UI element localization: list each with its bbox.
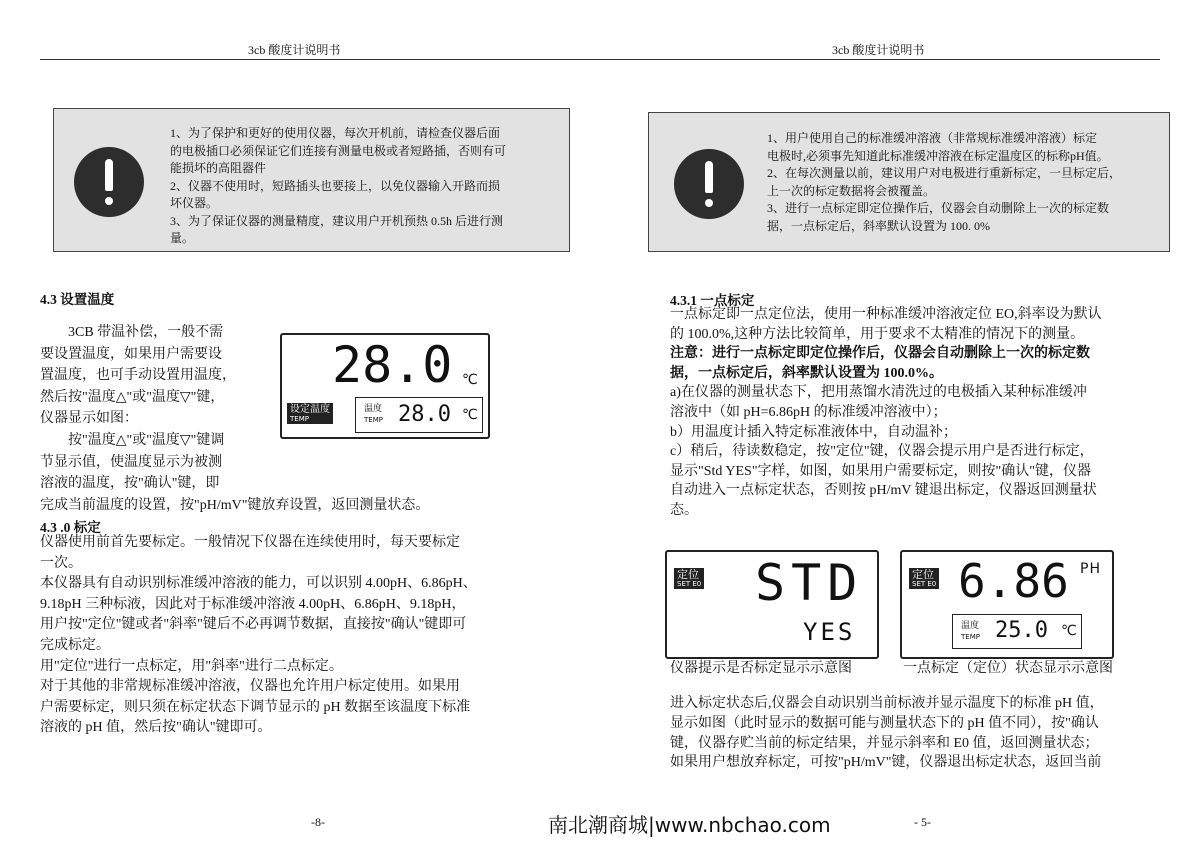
text-line: c）稍后，待读数稳定，按"定位"键，仪器会提示用户是否进行标定， <box>670 444 1094 460</box>
lcd-tag-cn: 定位 <box>677 568 699 581</box>
lcd-tag-en: SET E0 <box>912 580 937 588</box>
text-line: 的电极插口必须保证它们连接有测量电极或者短路插，否则有可 <box>170 143 507 158</box>
lcd-sub-label-en: TEMP <box>961 633 980 641</box>
lcd-unit: PH <box>1080 561 1101 577</box>
text-line: 坏仪器。 <box>170 196 219 210</box>
lcd-tag-en: TEMP <box>290 415 309 423</box>
text-line: 要设置温度，如果用户需要设 <box>40 346 222 362</box>
section-4-3-1-title: 4.3.1 一点标定 <box>670 293 755 308</box>
left-page-number: -8- <box>311 815 325 829</box>
text-line: 据，一点标定后，斜率默认设置为 100. 0% <box>767 218 990 233</box>
left-page-header: 3cb 酸度计说明书 <box>248 43 341 57</box>
text-line: 电极时,必须事先知道此标准缓冲溶液在标定温度区的标称pH值。 <box>767 148 1109 163</box>
text-line: 一次。 <box>40 555 82 571</box>
text-line: 2、在每次测量以前，建议用户对电极进行重新标定，一旦标定后， <box>767 166 1122 180</box>
text-line: 用"定位"进行一点标定，用"斜率"进行二点标定。 <box>40 658 343 674</box>
lcd-main-value: 28.0 <box>332 336 453 394</box>
text-line: 户需要标定，则只须在标定状态下调节显示的 pH 数据至该温度下标准 <box>40 699 471 715</box>
lcd-sub-unit: ℃ <box>462 407 478 423</box>
header-rule <box>40 59 1160 60</box>
section-4-3-title: 4.3 设置温度 <box>40 292 115 307</box>
text-line: 溶液中（如 pH=6.86pH 的标准缓冲溶液中）； <box>670 404 947 420</box>
text-line: 据，一点标定后，斜率默认设置为 100.0%。 <box>670 365 943 381</box>
lcd-main-text: STD <box>755 554 864 612</box>
text-line: 然后按"温度△"或"温度▽"键， <box>40 389 225 405</box>
lcd-sub-value: 25.0 <box>995 618 1048 643</box>
text-line: 显示"Std YES"字样，如图，如果用户需要标定，则按"确认"键，仪器 <box>670 463 1091 479</box>
text-line: 显示如图（此时显示的数据可能与测量状态下的 pH 值不同），按"确认 <box>670 715 1099 731</box>
lcd-tag-cn: 定位 <box>912 568 934 581</box>
exclamation-icon <box>74 147 144 217</box>
section-4-3-1-body <box>670 305 1102 521</box>
caption-std-yes: 仪器提示是否标定显示示意图 <box>670 661 852 676</box>
text-line: 按"温度△"或"温度▽"键调 <box>40 432 225 448</box>
lcd-main-unit: ℃ <box>462 372 478 388</box>
lcd-sub-display <box>952 614 1082 649</box>
text-line: b）用温度计插入特定标准液体中，自动温补； <box>670 424 957 440</box>
lcd-sub-value: 28.0 <box>398 402 451 427</box>
lcd-sub-unit: ℃ <box>1061 623 1077 639</box>
lcd-sub-label-cn: 温度 <box>961 621 980 631</box>
text-line: 如果用户想放弃标定，可按"pH/mV"键，仪器退出标定状态，返回当前 <box>670 755 1102 771</box>
text-line: 2、仪器不使用时，短路插头也要接上，以免仪器输入开路而损 <box>170 178 501 193</box>
text-line: 仪器显示如图： <box>40 411 138 427</box>
lcd-tag <box>674 568 704 589</box>
text-line: 量。 <box>170 231 195 245</box>
text-line: 1、用户使用自己的标准缓冲溶液（非常规标准缓冲溶液）标定 <box>767 131 1098 145</box>
left-warning-text <box>170 125 506 248</box>
right-warning-box <box>648 112 1170 252</box>
text-line: 自动进入一点标定状态，否则按 pH/mV 键退出标定，仪器返回测量状 <box>670 483 1097 499</box>
left-warning-box <box>53 108 570 252</box>
text-line: 完成当前温度的设置，按"pH/mV"键放弃设置，返回测量状态。 <box>40 497 430 513</box>
text-line: 1、为了保护和更好的使用仪器，每次开机前，请检查仪器后面 <box>170 126 501 140</box>
text-line: 仪器使用前首先要标定。一般情况下仪器在连续使用时，每天要标定 <box>40 535 460 550</box>
caption-ph-calibration: 一点标定（定位）状态显示示意图 <box>903 661 1113 676</box>
text-line: 置温度，也可手动设置用温度， <box>40 368 236 384</box>
lcd-tag-en: SET E0 <box>677 580 702 588</box>
text-line: 的 100.0%,这种方法比较简单，用于要求不太精准的情况下的测量。 <box>670 326 1085 342</box>
right-warning-text <box>767 130 1121 235</box>
text-line: a)在仪器的测量状态下，把用蒸馏水清洗过的电极插入某种标准缓冲 <box>670 385 1087 401</box>
lcd-sub-label-cn: 温度 <box>364 404 383 414</box>
lcd-std-yes <box>665 550 879 659</box>
text-line: 上一次的标定数据将会被覆盖。 <box>767 183 936 198</box>
lcd-tag <box>909 568 939 589</box>
lcd-sub-label-en: TEMP <box>364 416 383 424</box>
text-line: 本仪器具有自动识别标准缓冲溶液的能力，可以识别 4.00pH、6.86pH、 <box>40 576 477 592</box>
right-page-number: - 5- <box>914 815 931 829</box>
text-line: 节显示值，使温度显示为被测 <box>40 454 222 470</box>
text-line: 3CB 带温补偿，一般不需 <box>40 325 224 340</box>
text-line: 能损坏的高阻器件 <box>170 161 267 175</box>
watermark: 南北潮商城|www.nbchao.com <box>548 813 831 837</box>
text-line: 键，仪器存贮当前的标定结果，并显示斜率和 E0 值，返回测量状态； <box>670 735 1099 751</box>
text-line: 用户按"定位"键或者"斜率"键后不必再调节数据，直接按"确认"键即可 <box>40 617 467 633</box>
right-page-header: 3cb 酸度计说明书 <box>832 43 925 57</box>
text-line: 3、进行一点标定即定位操作后，仪器会自动删除上一次的标定数 <box>767 201 1110 215</box>
exclamation-icon <box>674 149 744 219</box>
text-line: 一点标定即一点定位法，使用一种标准缓冲溶液定位 EO,斜率设为默认 <box>670 307 1102 322</box>
lcd-sub-text: YES <box>803 618 856 646</box>
text-line: 进入标定状态后,仪器会自动识别当前标液并显示温度下的标准 pH 值， <box>670 696 1104 711</box>
calibration-after-text <box>670 694 1104 773</box>
text-line: 3、为了保证仪器的测量精度，建议用户开机预热 0.5h 后进行测 <box>170 213 504 228</box>
lcd-tag <box>287 403 333 424</box>
text-line: 溶液的 pH 值，然后按"确认"键即可。 <box>40 720 272 736</box>
lcd-ph-calibration <box>900 550 1114 659</box>
text-line: 溶液的温度，按"确认"键，即 <box>40 476 220 492</box>
lcd-sub-display <box>355 397 483 433</box>
text-line: 完成标定。 <box>40 637 110 653</box>
section-4-3-0-body <box>40 533 477 739</box>
lcd-tag-cn: 设定温度 <box>290 404 330 415</box>
section-4-3-0-title: 4.3 .0 标定 <box>40 520 101 535</box>
lcd-main-value: 6.86 <box>958 554 1069 608</box>
text-line: 态。 <box>670 502 698 518</box>
text-line: 对于其他的非常规标准缓冲溶液，仪器也允许用户标定使用。如果用 <box>40 679 460 695</box>
text-line: 9.18pH 三种标液，因此对于标准缓冲溶液 4.00pH、6.86pH、9.18pH， <box>40 596 466 612</box>
lcd-set-temperature <box>280 333 490 439</box>
text-line: 注意：进行一点标定即定位操作后，仪器会自动删除上一次的标定数 <box>670 346 1090 362</box>
